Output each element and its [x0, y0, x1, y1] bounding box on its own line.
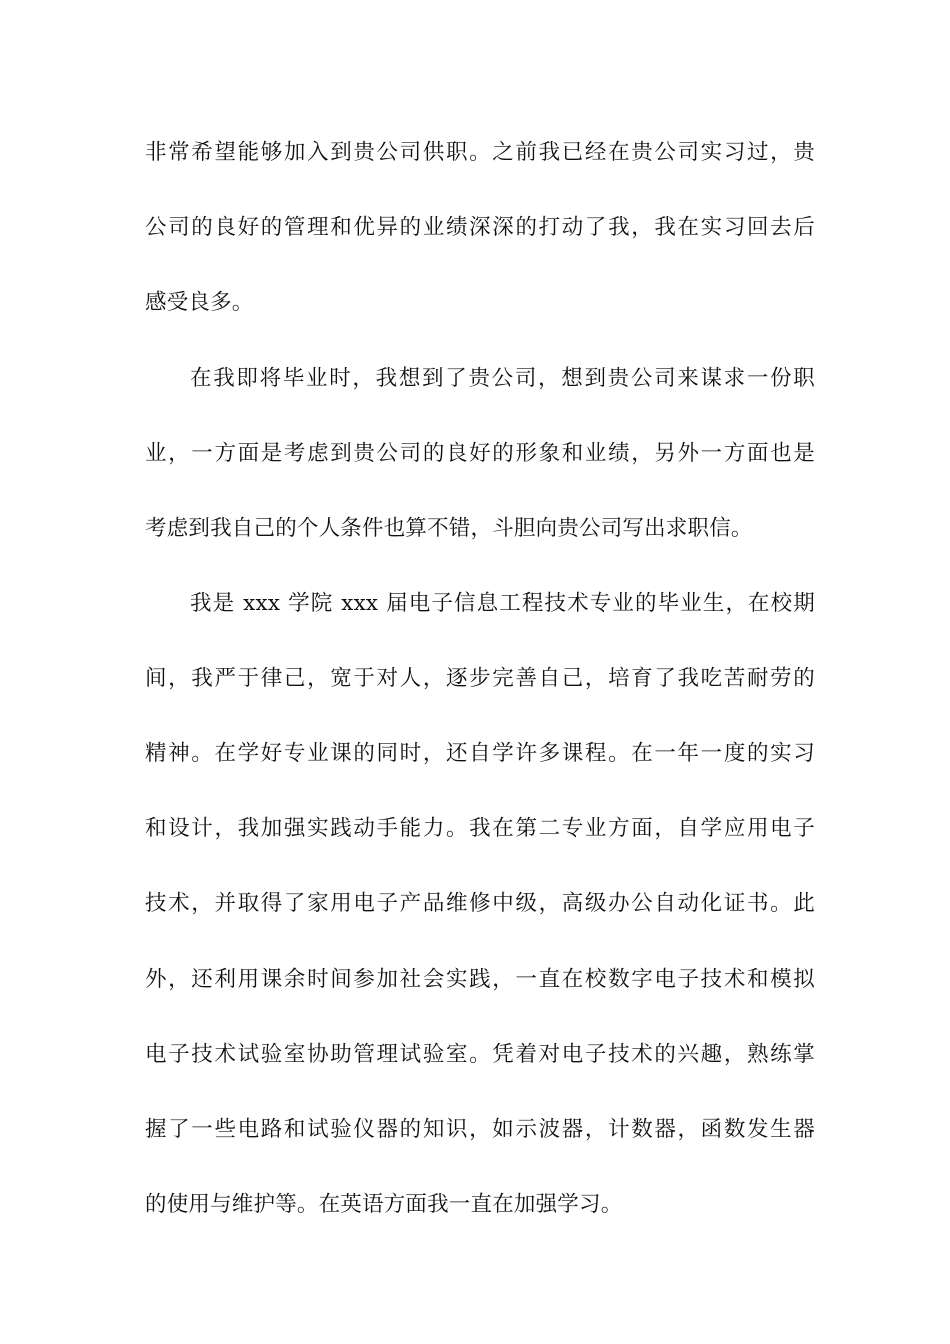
paragraph-2-line-1: 在我即将毕业时，我想到了贵公司，想到贵公司来谋求一份职 — [190, 366, 815, 391]
paragraph-3-line-9: 的使用与维护等。在英语方面我一直在加强学习。 — [145, 1192, 623, 1217]
paragraph-3-line-2: 间，我严于律己，宽于对人，逐步完善自己，培育了我吃苦耐劳的 — [145, 666, 815, 691]
paragraph-3-line-4: 和设计，我加强实践动手能力。我在第二专业方面，自学应用电子 — [145, 816, 815, 841]
paragraph-3-line-5: 技术，并取得了家用电子产品维修中级，高级办公自动化证书。此 — [145, 891, 815, 916]
paragraph-3-line-3: 精神。在学好专业课的同时，还自学许多课程。在一年一度的实习 — [145, 741, 815, 766]
paragraph-3-line-1: 我是 xxx 学院 xxx 届电子信息工程技术专业的毕业生，在校期 — [190, 591, 815, 616]
paragraph-1-line-2: 公司的良好的管理和优异的业绩深深的打动了我，我在实习回去后 — [145, 215, 815, 240]
paragraph-2-line-3: 考虑到我自己的个人条件也算不错，斗胆向贵公司写出求职信。 — [145, 516, 753, 541]
paragraph-2-line-2: 业，一方面是考虑到贵公司的良好的形象和业绩，另外一方面也是 — [145, 441, 815, 466]
paragraph-1-line-3: 感受良多。 — [145, 290, 254, 315]
paragraph-3-line-8: 握了一些电路和试验仪器的知识，如示波器，计数器，函数发生器 — [145, 1117, 815, 1142]
paragraph-3-line-7: 电子技术试验室协助管理试验室。凭着对电子技术的兴趣，熟练掌 — [145, 1042, 815, 1067]
paragraph-3-line-6: 外，还利用课余时间参加社会实践，一直在校数字电子技术和模拟 — [145, 967, 815, 992]
paragraph-1-line-1: 非常希望能够加入到贵公司供职。之前我已经在贵公司实习过，贵 — [145, 140, 815, 165]
